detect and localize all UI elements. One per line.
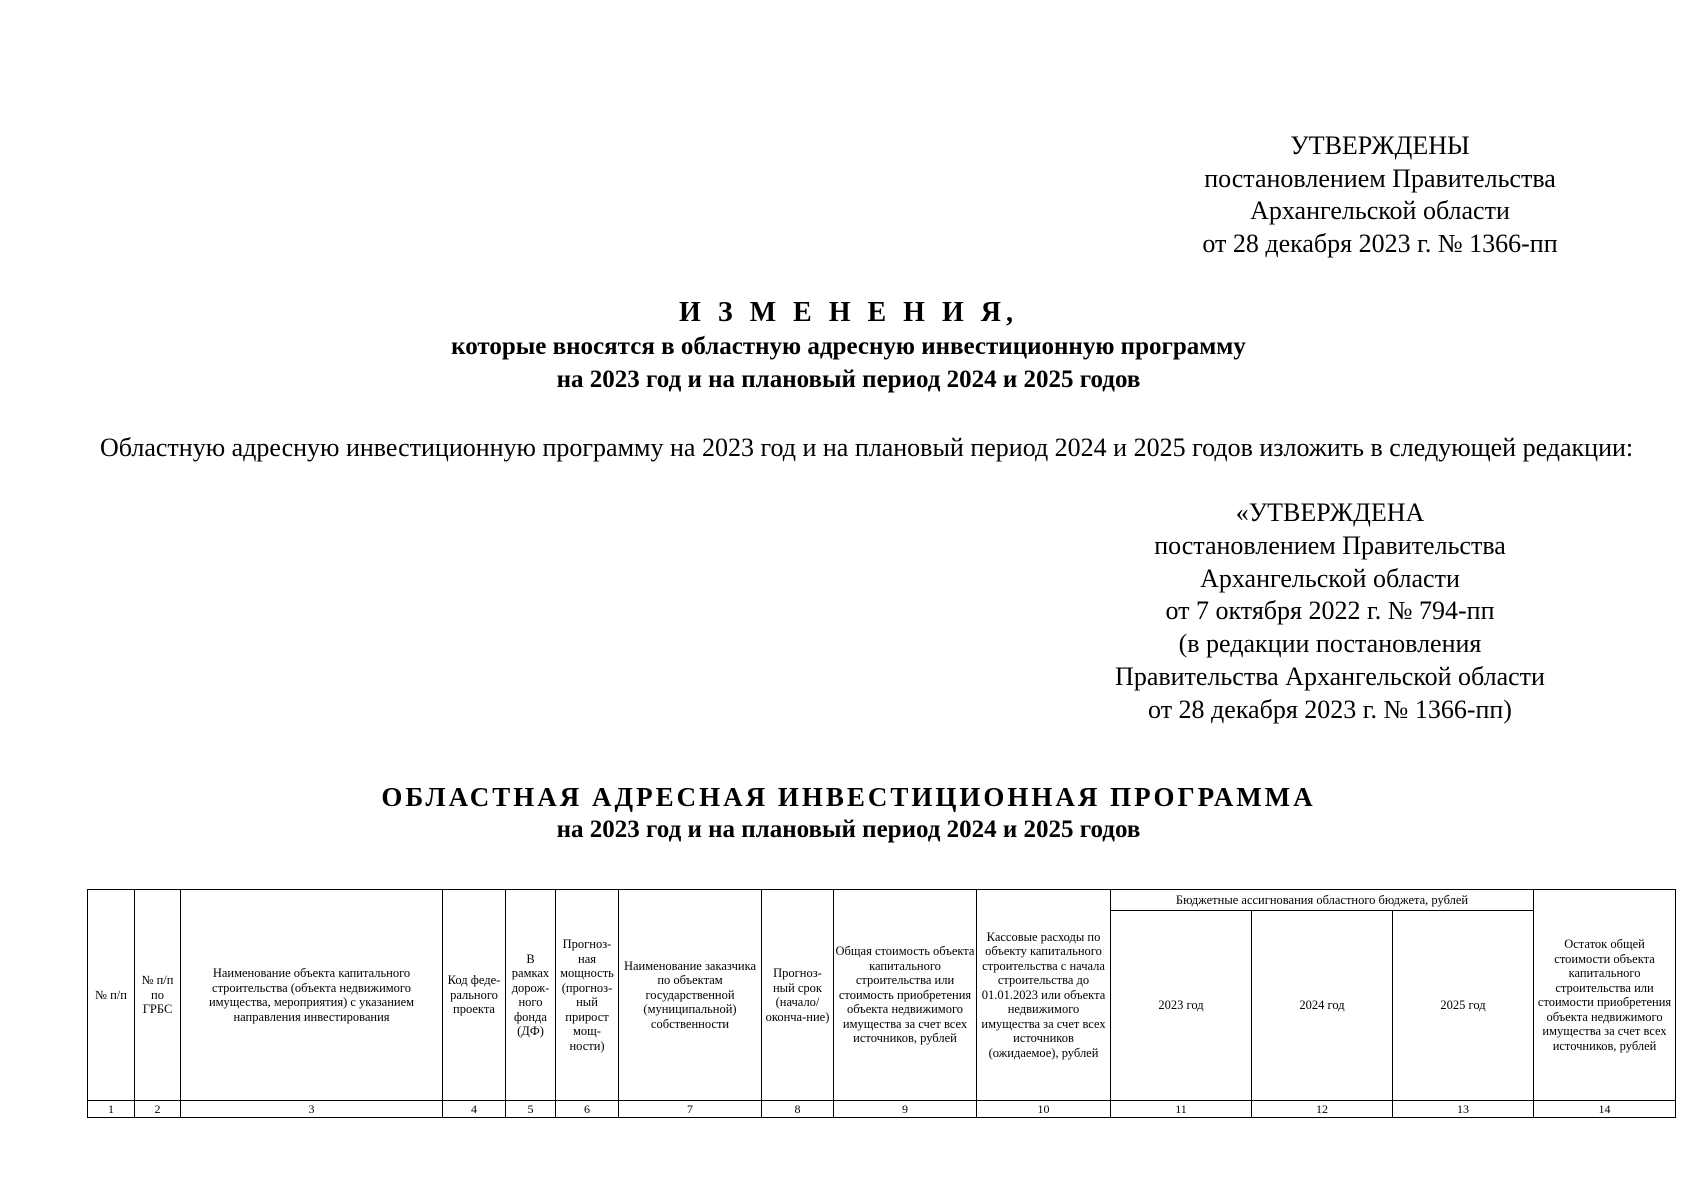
approval-line: постановлением Правительства	[1204, 163, 1556, 193]
header-cell-number: № п/п	[88, 890, 135, 1101]
header-cell-cash-expenses: Кассовые расходы по объекту капитального строительства с начала строительства до 01.01.2023 или объекта недвижимого имущества за счет всех источников (ожидаемое), рублей	[977, 890, 1111, 1101]
header-cell-object-name: Наименование объекта капитального строительства (объекта недвижимого имущества, мероприятия) с указанием направления инвестирования	[181, 890, 443, 1101]
approval-line: от 28 декабря 2023 г. № 1366-пп	[1202, 228, 1558, 258]
header-cell-total-cost: Общая стоимость объекта капитального строительства или стоимость приобретения объекта недвижимого имущества за счет всех источников, рублей	[834, 890, 977, 1101]
intro-paragraph: Областную адресную инвестиционную программу на 2023 год и на плановый период 2024 и 2025 годов изложить в следующей редакции:	[100, 433, 1634, 462]
approval-stamp-program	[1050, 497, 1610, 727]
header-cell-year-2025: 2025 год	[1393, 911, 1534, 1101]
header-cell-grbs-number: № п/п по ГРБС	[135, 890, 181, 1101]
header-cell-forecast-term: Прогноз-ный срок (начало/ оконча-ние)	[762, 890, 834, 1101]
approval-line: от 28 декабря 2023 г. № 1366-пп)	[1148, 694, 1512, 724]
header-cell-customer-name: Наименование заказчика по объектам государственной (муниципальной) собственности	[619, 890, 762, 1101]
column-number-cell: 1	[88, 1101, 135, 1118]
approval-line: постановлением Правительства	[1154, 530, 1506, 560]
approval-line: «УТВЕРЖДЕНА	[1235, 498, 1425, 527]
header-cell-forecast-capacity: Прогноз-ная мощность (прогноз-ный прирост мощ-ности)	[556, 890, 619, 1101]
program-subtitle: на 2023 год и на плановый период 2024 и 2025 годов	[556, 816, 1141, 843]
approval-line: Правительства Архангельской области	[1115, 661, 1545, 691]
column-number-cell: 3	[181, 1101, 443, 1118]
changes-subtitle-line-2: на 2023 год и на плановый период 2024 и 2025 годов	[556, 366, 1141, 393]
header-cell-federal-project-code: Код феде-рального проекта	[443, 890, 506, 1101]
column-number-cell: 10	[977, 1101, 1111, 1118]
changes-subtitle-line-1: которые вносятся в областную адресную инвестиционную программу	[451, 333, 1246, 360]
column-number-cell: 7	[619, 1101, 762, 1118]
approval-line: УТВЕРЖДЕНЫ	[1290, 131, 1470, 160]
header-cell-road-fund: В рамках дорож-ного фонда (ДФ)	[506, 890, 556, 1101]
header-cell-remaining-cost: Остаток общей стоимости объекта капитального строительства или стоимости приобретения объекта недвижимого имущества за счет всех источников, рублей	[1534, 890, 1676, 1101]
column-number-cell: 14	[1534, 1101, 1676, 1118]
changes-title: И З М Е Н Е Н И Я,	[679, 297, 1018, 328]
header-cell-budget-group: Бюджетные ассигнования областного бюджета, рублей	[1111, 890, 1534, 911]
column-number-row	[88, 1101, 1676, 1118]
approval-line: Архангельской области	[1200, 563, 1460, 593]
approval-line: Архангельской области	[1250, 196, 1510, 225]
column-number-cell: 4	[443, 1101, 506, 1118]
column-number-cell: 6	[556, 1101, 619, 1118]
column-number-cell: 12	[1252, 1101, 1393, 1118]
header-cell-year-2023: 2023 год	[1111, 911, 1252, 1101]
column-number-cell: 13	[1393, 1101, 1534, 1118]
column-number-cell: 8	[762, 1101, 834, 1118]
approval-line: от 7 октября 2022 г. № 794-пп	[1165, 596, 1495, 626]
approval-stamp-top	[1130, 130, 1630, 260]
header-cell-year-2024: 2024 год	[1252, 911, 1393, 1101]
approval-line: (в редакции постановления	[1178, 629, 1482, 659]
column-number-cell: 11	[1111, 1101, 1252, 1118]
column-number-cell: 2	[135, 1101, 181, 1118]
program-title: ОБЛАСТНАЯ АДРЕСНАЯ ИНВЕСТИЦИОННАЯ ПРОГРАММА	[381, 782, 1316, 812]
table-header-row	[88, 890, 1676, 911]
investment-program-table	[87, 889, 1676, 1118]
column-number-cell: 9	[834, 1101, 977, 1118]
column-number-cell: 5	[506, 1101, 556, 1118]
